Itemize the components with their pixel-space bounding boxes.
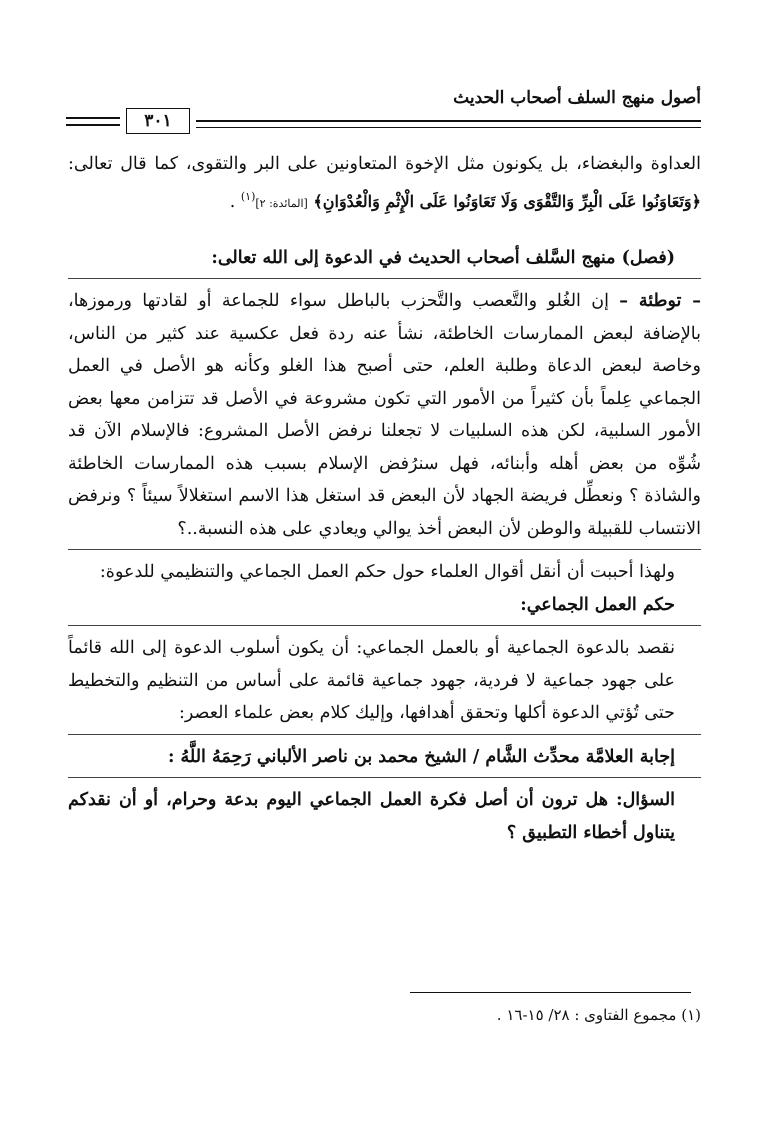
- heading-rule: [68, 278, 701, 279]
- header-rule: [66, 124, 120, 126]
- heading-rule: [68, 777, 701, 778]
- question: [68, 784, 701, 849]
- header-rule: [196, 127, 701, 128]
- paragraph-rule: [68, 549, 701, 550]
- paragraph-transition: ولهذا أحببت أن أنقل أقوال العلماء حول حكم العمل الجماعي والتنظيمي للدعوة:: [99, 562, 675, 583]
- footnote: (١) مجموع الفتاوى : ٢٨/ ١٥-١٦ .: [496, 1006, 701, 1024]
- page-number: ٣٠١: [126, 108, 190, 134]
- running-title: أصول منهج السلف أصحاب الحديث: [453, 88, 701, 108]
- header-rule: [196, 120, 701, 122]
- page-body: [68, 148, 701, 849]
- paragraph-rule: [68, 734, 701, 735]
- paragraph-continuation: العداوة والبغضاء، بل يكونون مثل الإخوة المتعاونين على البر والتقوى، كما قال تعالى: ﴿وَتَعَاوَنُوا عَلَى الْبِرِّ وَالتَّقْوَى وَلَا تَعَاوَنُوا عَلَى الْإِثْمِ وَالْعُدْوَانِ﴾ [المائدة: ٢]$^{(١)}$ .: [68, 154, 701, 212]
- footnote-rule: [410, 992, 691, 993]
- quran-verse: ﴿وَتَعَاوَنُوا عَلَى الْبِرِّ وَالتَّقْوَى وَلَا تَعَاوَنُوا عَلَى الْإِثْمِ وَالْعُدْوَانِ﴾: [313, 191, 701, 211]
- answer-heading: إجابة العلامَّة محدِّث الشَّام / الشيخ محمد بن ناصر الألباني رَحِمَهُ اللَّهُ :: [167, 746, 675, 767]
- header-rule: [66, 117, 120, 119]
- paragraph-definition: نقصد بالدعوة الجماعية أو بالعمل الجماعي: أن يكون أسلوب الدعوة إلى الله قائماً على جهود جماعية لا فردية، جهود جماعية قائمة على أساس من التنظيم والتخطيط حتى تُؤتي الدعوة أكلها وتحقق أهدافها، وإليك كلام بعض علماء العصر:: [68, 638, 675, 724]
- footnote-marker: (١): [240, 189, 256, 203]
- section-heading: (فصل) منهج السَّلف أصحاب الحديث في الدعوة إلى الله تعالى:: [211, 247, 675, 268]
- intro-label: – توطئة –: [619, 291, 702, 312]
- sub-heading: حكم العمل الجماعي:: [520, 594, 675, 615]
- verse-reference: [المائدة: ٢]: [255, 196, 308, 210]
- heading-rule: [68, 625, 701, 626]
- paragraph-intro: – توطئة – إن الغُلو والتَّعصب والتَّحزب بالباطل سواء للجماعة أو لقادتها ورموزها، بالإضافة لبعض الممارسات الخاطئة، نشأ عنه ردة فعل عكسية عند كثير من الناس، وخاصة لبعض الدعاة وطلبة العلم، حتى أصبح هذا الغلو وكأنه هو الأصل في العمل الجماعي عِلماً بأن كثيراً من الأمور التي تكون مشروعة في الأصل قد تتزامن معها بعض الأمور السلبية، لكن هذه السلبيات لا تجعلنا نرفض الأصل المشروع: فالإسلام الآن قد شُوِّه من بعض أهله وأبنائه، فهل سنرُفض الإسلام بسبب هذه الممارسات الخاطئة والشاذة ؟ ونعطِّل فريضة الجهاد لأن البعض قد استغل هذا الاسم استغلالاً سيئاً ؟ ونرفض الانتساب للقبيلة والوطن لأن البعض أخذ يوالي ويعادي على هذه النسبة..؟: [68, 291, 702, 539]
- question-label: السؤال:: [616, 790, 676, 811]
- question-text: هل ترون أن أصل فكرة العمل الجماعي اليوم بدعة وحرام، أو أن نقدكم يتناول أخطاء التطبيق ؟: [68, 790, 675, 843]
